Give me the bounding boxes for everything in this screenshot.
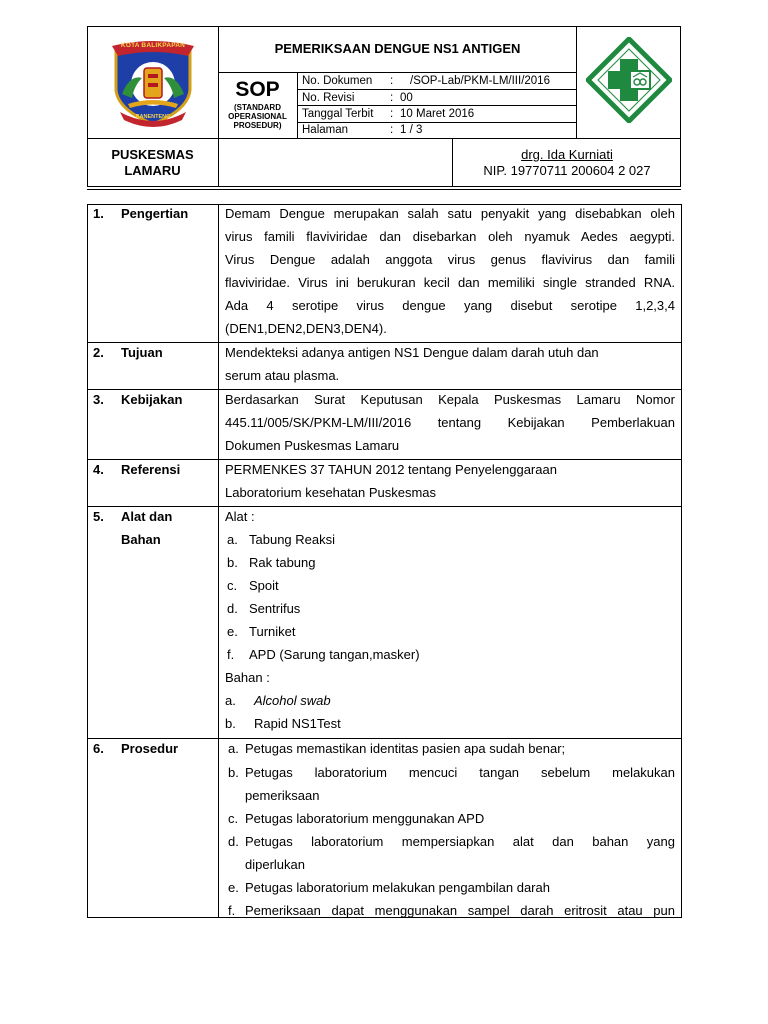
section-label: Bahan xyxy=(121,532,161,547)
table-row-divider xyxy=(87,342,682,343)
section-number: 3. xyxy=(93,392,104,407)
step-text: Petugas laboratorium mempersiapkan alat dan bahan yang xyxy=(245,834,675,849)
list-marker: a. xyxy=(225,693,236,708)
section-text-line: 445.11/005/SK/PKM-LM/III/2016 tentang Kebijakan Pemberlakuan xyxy=(225,415,675,430)
section-label: Prosedur xyxy=(121,741,179,756)
sop-subtitle: PROSEDUR) xyxy=(233,121,282,130)
section-number: 4. xyxy=(93,462,104,477)
list-item: APD (Sarung tangan,masker) xyxy=(249,647,420,662)
section-label: Pengertian xyxy=(121,206,189,221)
section-text-line: flaviviridae. Virus ini berukuran kecil dan memiliki single stranded RNA. xyxy=(225,275,675,290)
step-text: Petugas laboratorium mencuci tangan sebelum melakukan xyxy=(245,765,675,780)
meta-row-document-number xyxy=(298,73,576,89)
list-marker: f. xyxy=(227,647,235,662)
meta-separator: : xyxy=(390,75,394,87)
org-name: LAMARU xyxy=(124,163,181,178)
step-marker: f. xyxy=(228,903,236,918)
list-item: Rak tabung xyxy=(249,555,316,570)
list-item: Tabung Reaksi xyxy=(249,532,335,547)
meta-separator: : xyxy=(390,108,394,120)
list-item: Turniket xyxy=(249,624,296,639)
tools-heading: Alat : xyxy=(225,509,255,524)
list-marker: c. xyxy=(227,578,238,593)
section-label: Kebijakan xyxy=(121,392,183,407)
section-text-line: virus famili flaviviridae dan disebarkan oleh nyamuk Aedes aegypti. xyxy=(225,229,675,244)
step-text: diperlukan xyxy=(245,857,305,872)
meta-separator: : xyxy=(390,92,394,104)
section-label: Alat dan xyxy=(121,509,173,524)
list-item: Sentrifus xyxy=(249,601,301,616)
section-label: Tujuan xyxy=(121,345,163,360)
table-row-divider xyxy=(87,459,682,460)
step-marker: c. xyxy=(228,811,239,826)
step-text: Pemeriksaan dapat menggunakan sampel darah eritrosit atau pun xyxy=(245,903,675,918)
meta-row-page xyxy=(298,122,576,138)
city-logo xyxy=(108,38,198,128)
section-text-line: Mendekteksi adanya antigen NS1 Dengue dalam darah utuh dan xyxy=(225,345,599,360)
meta-value: /SOP-Lab/PKM-LM/III/2016 xyxy=(410,75,550,87)
section-number: 2. xyxy=(93,345,104,360)
document-title: PEMERIKSAAN DENGUE NS1 ANTIGEN xyxy=(274,41,521,56)
list-marker: a. xyxy=(227,532,238,547)
puskesmas-logo xyxy=(586,37,672,123)
meta-value: 1 / 3 xyxy=(400,124,423,136)
sop-subtitle: (STANDARD xyxy=(234,103,281,112)
signer-name: drg. Ida Kurniati xyxy=(521,147,613,162)
list-marker: d. xyxy=(227,601,238,616)
sop-subtitle: OPERASIONAL xyxy=(228,112,287,121)
section-text-line: serum atau plasma. xyxy=(225,368,340,383)
list-item: Spoit xyxy=(249,578,279,593)
section-number: 1. xyxy=(93,206,104,221)
section-number: 5. xyxy=(93,509,104,524)
step-marker: a. xyxy=(228,741,239,756)
section-text-line: Laboratorium kesehatan Puskesmas xyxy=(225,485,437,500)
meta-value: 10 Maret 2016 xyxy=(400,108,475,120)
table-row-divider xyxy=(87,389,682,390)
meta-key: Tanggal Terbit xyxy=(302,108,374,120)
city-logo-bottom-text: BANENTENG xyxy=(135,114,171,120)
section-text-line: PERMENKES 37 TAHUN 2012 tentang Penyelenggaraan xyxy=(225,462,557,477)
step-text: Petugas laboratorium menggunakan APD xyxy=(245,811,485,826)
section-text-line: (DEN1,DEN2,DEN3,DEN4). xyxy=(225,321,387,336)
header-divider xyxy=(576,26,577,139)
list-item: Alcohol swab xyxy=(254,693,331,708)
step-marker: e. xyxy=(228,880,239,895)
section-number: 6. xyxy=(93,741,104,756)
meta-separator: : xyxy=(390,124,394,136)
meta-key: Halaman xyxy=(302,124,349,136)
section-text-line: Dokumen Puskesmas Lamaru xyxy=(225,438,400,453)
step-text: Petugas memastikan identitas pasien apa sudah benar; xyxy=(245,741,566,756)
meta-value: 00 xyxy=(400,92,413,104)
step-marker: b. xyxy=(228,765,239,780)
section-text-line: Ada 4 serotipe virus dengue yang disebut serotipe 1,2,3,4 xyxy=(225,298,675,313)
meta-key: No. Dokumen xyxy=(302,75,373,87)
list-item: Rapid NS1Test xyxy=(254,716,341,731)
section-label: Referensi xyxy=(121,462,181,477)
step-text: pemeriksaan xyxy=(245,788,320,803)
section-text-line: Berdasarkan Surat Keputusan Kepala Puskesmas Lamaru Nomor xyxy=(225,392,675,407)
meta-row-revision xyxy=(298,90,576,106)
list-marker: b. xyxy=(227,555,238,570)
city-logo-top-text: KOTA BALIKPAPAN xyxy=(120,42,186,49)
table-row-divider xyxy=(87,738,682,739)
table-column-divider xyxy=(218,204,219,918)
meta-row-issue-date xyxy=(298,106,576,122)
org-name: PUSKESMAS xyxy=(111,147,194,162)
table-row-divider xyxy=(87,506,682,507)
step-marker: d. xyxy=(228,834,239,849)
materials-heading: Bahan : xyxy=(225,670,270,685)
header-double-rule xyxy=(87,186,681,190)
list-marker: e. xyxy=(227,624,238,639)
signer-nip: NIP. 19770711 200604 2 027 xyxy=(483,163,651,178)
sop-label: SOP xyxy=(235,78,280,101)
section-text-line: Virus Dengue adalah anggota virus genus flavivirus dan famili xyxy=(225,252,675,267)
section-text-line: Demam Dengue merupakan salah satu penyakit yang disebabkan oleh xyxy=(225,206,675,221)
step-text: Petugas laboratorium melakukan pengambilan darah xyxy=(245,880,550,895)
meta-key: No. Revisi xyxy=(302,92,355,104)
header-divider xyxy=(87,138,681,139)
list-marker: b. xyxy=(225,716,236,731)
